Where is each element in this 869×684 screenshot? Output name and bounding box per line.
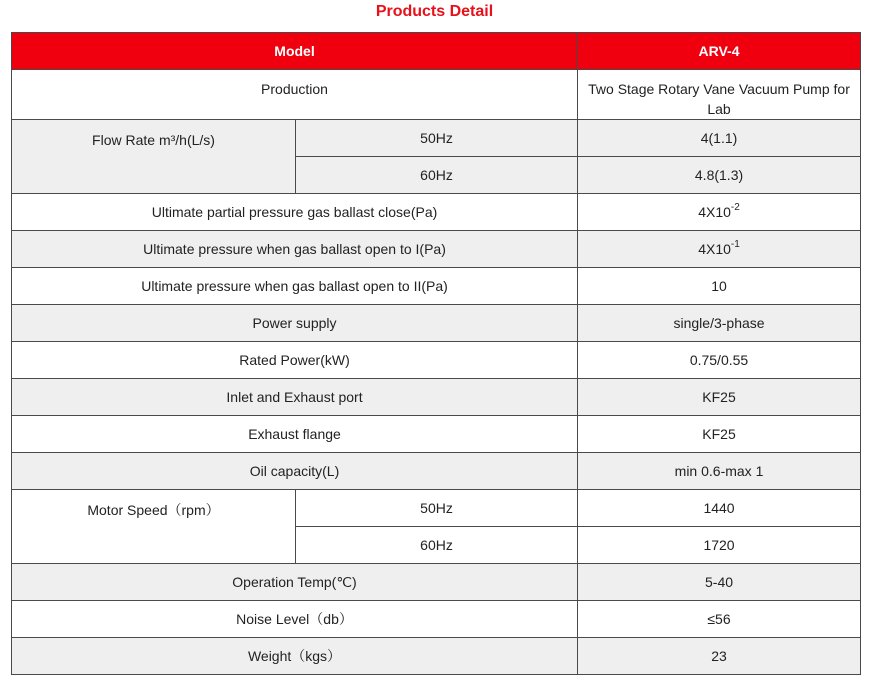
ultimate-close-base: 4X10 bbox=[698, 204, 731, 220]
rated-power-value: 0.75/0.55 bbox=[578, 342, 861, 379]
products-detail-table bbox=[11, 32, 861, 675]
row-production bbox=[12, 70, 861, 120]
row-ultimate-open-1 bbox=[12, 231, 861, 268]
production-label: Production bbox=[12, 70, 578, 120]
header-model-value: ARV-4 bbox=[578, 33, 861, 70]
row-rated-power bbox=[12, 342, 861, 379]
table-header-row bbox=[12, 33, 861, 70]
rated-power-label: Rated Power(kW) bbox=[12, 342, 578, 379]
motor-speed-50hz-label: 50Hz bbox=[296, 490, 578, 527]
ultimate-open-1-label: Ultimate pressure when gas ballast open to I(Pa) bbox=[12, 231, 578, 268]
ultimate-close-label: Ultimate partial pressure gas ballast close(Pa) bbox=[12, 194, 578, 231]
ultimate-close-exponent: -2 bbox=[730, 202, 740, 214]
weight-value: 23 bbox=[578, 638, 861, 675]
oil-capacity-value: min 0.6-max 1 bbox=[578, 453, 861, 490]
motor-speed-60hz-label: 60Hz bbox=[296, 527, 578, 564]
inlet-exhaust-value: KF25 bbox=[578, 379, 861, 416]
flow-rate-60hz-label: 60Hz bbox=[296, 157, 578, 194]
motor-speed-label: Motor Speed（rpm） bbox=[12, 490, 296, 564]
motor-speed-60hz-value: 1720 bbox=[578, 527, 861, 564]
noise-level-value: ≤56 bbox=[578, 601, 861, 638]
ultimate-open-1-base: 4X10 bbox=[698, 241, 731, 257]
row-flow-rate-50hz bbox=[12, 120, 861, 157]
operation-temp-label: Operation Temp(℃) bbox=[12, 564, 578, 601]
row-exhaust-flange bbox=[12, 416, 861, 453]
flow-rate-50hz-value: 4(1.1) bbox=[578, 120, 861, 157]
header-model-label: Model bbox=[12, 33, 578, 70]
power-supply-value: single/3-phase bbox=[578, 305, 861, 342]
ultimate-open-1-exponent: -1 bbox=[730, 239, 740, 251]
ultimate-open-2-label: Ultimate pressure when gas ballast open to II(Pa) bbox=[12, 268, 578, 305]
row-power-supply bbox=[12, 305, 861, 342]
row-motor-speed-50hz bbox=[12, 490, 861, 527]
row-ultimate-close bbox=[12, 194, 861, 231]
power-supply-label: Power supply bbox=[12, 305, 578, 342]
row-weight bbox=[12, 638, 861, 675]
row-oil-capacity bbox=[12, 453, 861, 490]
row-inlet-exhaust bbox=[12, 379, 861, 416]
flow-rate-60hz-value: 4.8(1.3) bbox=[578, 157, 861, 194]
weight-label: Weight（kgs） bbox=[12, 638, 578, 675]
ultimate-open-2-value: 10 bbox=[578, 268, 861, 305]
inlet-exhaust-label: Inlet and Exhaust port bbox=[12, 379, 578, 416]
ultimate-close-value bbox=[578, 194, 861, 231]
oil-capacity-label: Oil capacity(L) bbox=[12, 453, 578, 490]
row-noise-level bbox=[12, 601, 861, 638]
exhaust-flange-label: Exhaust flange bbox=[12, 416, 578, 453]
page-title: Products Detail bbox=[375, 3, 494, 20]
noise-level-label: Noise Level（db） bbox=[12, 601, 578, 638]
production-value: Two Stage Rotary Vane Vacuum Pump for Lab bbox=[578, 70, 861, 120]
flow-rate-label: Flow Rate m³/h(L/s) bbox=[12, 120, 296, 194]
row-ultimate-open-2 bbox=[12, 268, 861, 305]
operation-temp-value: 5-40 bbox=[578, 564, 861, 601]
flow-rate-50hz-label: 50Hz bbox=[296, 120, 578, 157]
exhaust-flange-value: KF25 bbox=[578, 416, 861, 453]
motor-speed-50hz-value: 1440 bbox=[578, 490, 861, 527]
ultimate-open-1-value bbox=[578, 231, 861, 268]
row-operation-temp bbox=[12, 564, 861, 601]
